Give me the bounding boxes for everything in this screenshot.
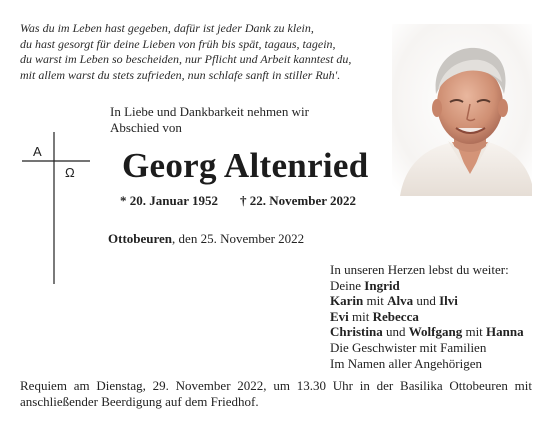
mourner-name: Wolfgang bbox=[408, 324, 463, 340]
mourner-line bbox=[330, 356, 545, 372]
mourner-text: Im Namen aller Angehörigen bbox=[330, 355, 482, 371]
portrait-illustration bbox=[392, 24, 532, 196]
birth-date: * 20. Januar 1952 bbox=[120, 193, 218, 208]
poem-line: mit allem warst du stets zufrieden, nun schlafe sanft in stiller Ruh'. bbox=[20, 67, 341, 82]
mourner-name: Christina bbox=[330, 324, 383, 340]
cross-symbol bbox=[22, 128, 102, 288]
farewell-intro bbox=[110, 104, 370, 136]
poem-line: Was du im Leben hast gegeben, dafür ist jeder Dank zu klein, bbox=[20, 21, 314, 35]
mourner-name: Evi bbox=[330, 308, 349, 324]
mourners-list bbox=[330, 262, 545, 371]
mourner-line bbox=[330, 340, 545, 356]
poem-line: du hast gesorgt für deine Lieben von früh bis spät, tagaus, tagein, bbox=[20, 36, 336, 51]
mourner-name: Ilvi bbox=[439, 293, 458, 309]
mourner-text: Die Geschwister mit Familien bbox=[330, 339, 487, 355]
mourner-line bbox=[330, 309, 545, 325]
mourner-line bbox=[330, 293, 545, 309]
mourners-heading: In unseren Herzen lebst du weiter: bbox=[330, 262, 509, 277]
portrait-photo bbox=[392, 24, 532, 196]
mourner-text: und bbox=[413, 293, 440, 309]
alpha-letter: A bbox=[33, 144, 42, 159]
mourner-name: Rebecca bbox=[372, 308, 419, 324]
deceased-name: Georg Altenried bbox=[122, 146, 369, 185]
requiem-notice: Requiem am Dienstag, 29. November 2022, um 13.30 Uhr in der Basilika Ottobeuren mit anschließender Beerdigung auf dem Friedhof. bbox=[20, 378, 532, 409]
mourner-text: mit bbox=[363, 293, 388, 309]
omega-letter: Ω bbox=[65, 165, 75, 180]
mourner-text: mit bbox=[348, 308, 373, 324]
mourner-line bbox=[330, 324, 545, 340]
place-town: Ottobeuren bbox=[108, 231, 173, 246]
mourner-name: Karin bbox=[330, 293, 364, 309]
memorial-poem bbox=[20, 21, 380, 83]
place-date: , den 25. November 2022 bbox=[172, 231, 305, 246]
intro-line-2: Abschied von bbox=[110, 120, 182, 135]
mourner-name: Ingrid bbox=[364, 277, 400, 293]
place-date-line bbox=[108, 231, 304, 247]
mourner-text: und bbox=[382, 324, 409, 340]
poem-line: du warst im Leben so bescheiden, nur Pflicht und Arbeit kanntest du, bbox=[20, 52, 352, 66]
mourner-name: Alva bbox=[387, 293, 414, 309]
intro-line-1: In Liebe und Dankbarkeit nehmen wir bbox=[110, 104, 309, 119]
mourner-text: Deine bbox=[330, 277, 365, 293]
death-date: † 22. November 2022 bbox=[240, 193, 357, 208]
mourner-name: Hanna bbox=[486, 324, 524, 340]
mourner-line bbox=[330, 278, 545, 294]
mourner-text: mit bbox=[462, 324, 487, 340]
